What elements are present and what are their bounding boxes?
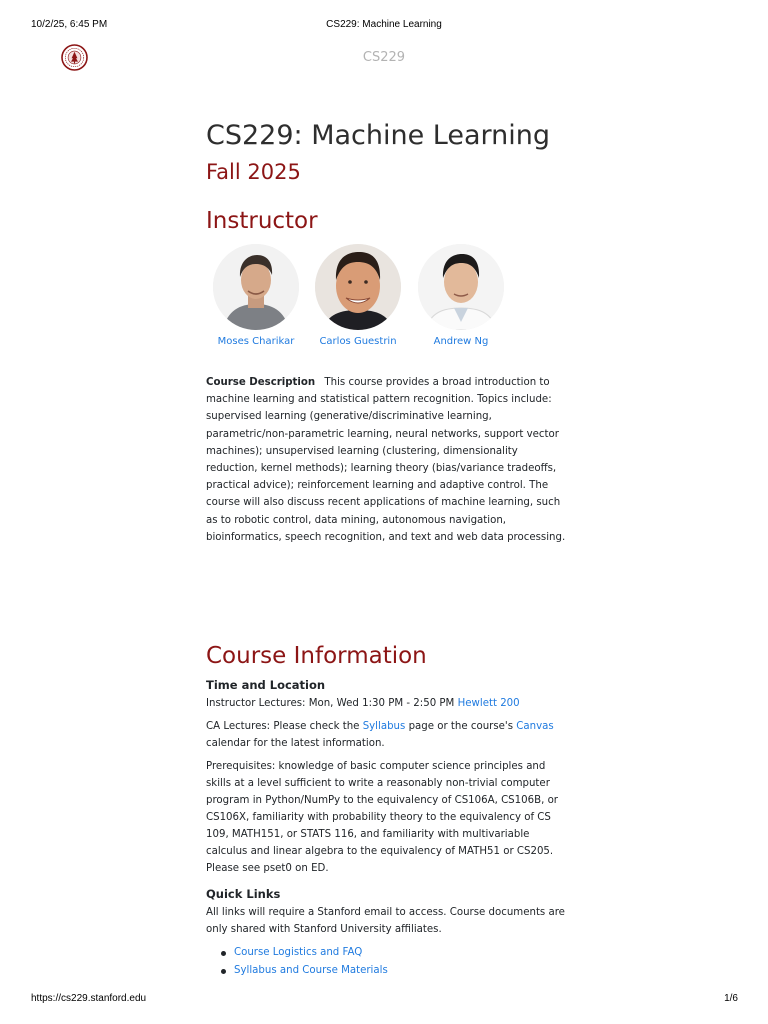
course-logistics-link[interactable]: Course Logistics and FAQ bbox=[234, 947, 363, 958]
bullet-icon bbox=[221, 969, 226, 974]
instructor-heading: Instructor bbox=[206, 208, 318, 234]
quick-links-note: All links will require a Stanford email to access. Course documents are only shared with Stanford University affiliates. bbox=[206, 907, 565, 935]
canvas-link[interactable]: Canvas bbox=[516, 721, 554, 732]
list-item bbox=[206, 962, 566, 980]
ca-lectures-suffix: calendar for the latest information. bbox=[206, 738, 385, 749]
syllabus-materials-link[interactable]: Syllabus and Course Materials bbox=[234, 964, 388, 976]
instructor-lectures-text: Instructor Lectures: Mon, Wed 1:30 PM - 2:50 PM bbox=[206, 698, 455, 709]
instructor-photo[interactable] bbox=[418, 244, 504, 330]
course-description-text: This course provides a broad introduction to machine learning and statistical pattern recognition. Topics include: supervised learning (generative/discriminative learning, parametric/non-parametric learning, neural networks, support vector machines); unsupervised learning (clustering, dimensionality reduction, kernel methods); learning theory (bias/variance tradeoffs, practical advice); reinforcement learning and adaptive control. The course will also discuss recent applications of machine learning, such as to robotic control, data mining, autonomous navigation, bioinformatics, speech recognition, and text and web data processing. bbox=[206, 377, 566, 543]
quick-links-section bbox=[206, 886, 566, 979]
instructor-photo[interactable] bbox=[213, 244, 299, 330]
instructor-name-link[interactable]: Andrew Ng bbox=[433, 336, 489, 347]
page-title: CS229: Machine Learning bbox=[206, 120, 551, 151]
instructor-lectures-line bbox=[206, 695, 566, 712]
course-term: Fall 2025 bbox=[206, 160, 301, 184]
bullet-icon bbox=[221, 951, 226, 956]
ca-lectures-paragraph bbox=[206, 718, 566, 752]
ca-lectures-middle: page or the course's bbox=[408, 721, 514, 732]
print-datetime: 10/2/25, 6:45 PM bbox=[31, 19, 108, 30]
instructor-card-andrew-ng bbox=[411, 244, 511, 347]
syllabus-link[interactable]: Syllabus bbox=[362, 721, 406, 732]
print-footer bbox=[0, 993, 768, 1007]
instructor-name-link[interactable]: Carlos Guestrin bbox=[319, 336, 397, 347]
instructor-card-carlos-guestrin bbox=[308, 244, 408, 347]
time-location-subheading: Time and Location bbox=[206, 678, 326, 692]
list-item bbox=[206, 944, 566, 962]
quick-links-subheading: Quick Links bbox=[206, 887, 281, 901]
quick-links-list bbox=[206, 944, 566, 979]
print-page-number: 1/6 bbox=[724, 993, 738, 1004]
navbar-brand[interactable]: CS229 bbox=[362, 50, 406, 65]
prerequisites-text: Prerequisites: knowledge of basic computer science principles and skills at a level sufficient to write a reasonably non-trivial computer program in Python/NumPy to the equivalency of CS106A, CS106B, or CS106X, familiarity with probability theory to the equivalency of CS 109, MATH151, or STATS 116, and familiarity with multivariable calculus and linear algebra to the equivalency of MATH51 or CS205. Please see pset0 on ED. bbox=[206, 761, 558, 874]
instructor-photo[interactable] bbox=[315, 244, 401, 330]
print-header bbox=[0, 19, 768, 33]
course-description-label: Course Description bbox=[206, 377, 316, 388]
instructor-card-moses-charikar bbox=[206, 244, 306, 347]
print-url: https://cs229.stanford.edu bbox=[31, 993, 147, 1004]
navbar bbox=[0, 40, 768, 80]
instructor-name-link[interactable]: Moses Charikar bbox=[217, 336, 295, 347]
time-location-section bbox=[206, 677, 566, 877]
course-information-heading: Course Information bbox=[206, 643, 427, 669]
print-document-title: CS229: Machine Learning bbox=[326, 19, 442, 30]
ca-lectures-prefix: CA Lectures: Please check the bbox=[206, 721, 360, 732]
hewlett-200-link[interactable]: Hewlett 200 bbox=[457, 698, 520, 709]
course-description bbox=[206, 374, 568, 546]
